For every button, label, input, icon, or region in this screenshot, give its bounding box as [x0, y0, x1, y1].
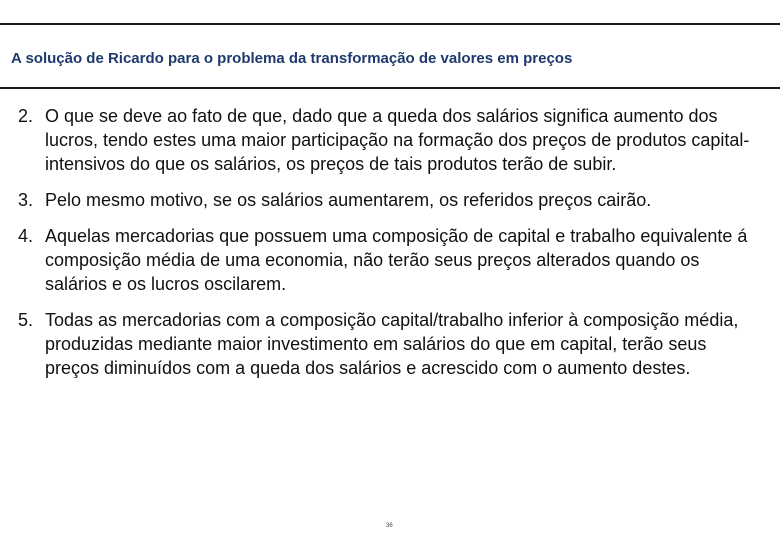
list-item [18, 308, 758, 380]
list-item-text: Todas as mercadorias com a composição capital/trabalho inferior à composição média, produzidas mediante maior investimento em salários do que em capital, terão seus preços diminuídos com a queda dos salários e acrescido com o aumento destes. [45, 310, 739, 378]
list-item-text: Aquelas mercadorias que possuem uma composição de capital e trabalho equivalente á composição média de uma economia, não terão seus preços alterados quando os salários e os lucros oscilarem. [45, 226, 748, 294]
list-item [18, 188, 758, 212]
list-item-text: O que se deve ao fato de que, dado que a queda dos salários significa aumento dos lucros, tendo estes uma maior participação na formação dos preços de produtos capital-intensivos do que os salários, os preços de tais produtos terão de subir. [45, 106, 750, 174]
list-item [18, 224, 758, 296]
top-divider [0, 23, 780, 25]
list-item-number: 5. [18, 310, 34, 330]
page-number: 36 [386, 523, 393, 529]
list-item-text: Pelo mesmo motivo, se os salários aumentarem, os referidos preços cairão. [45, 190, 652, 210]
title-divider [0, 87, 780, 89]
list-item-number: 3. [18, 190, 34, 210]
list-item [18, 104, 758, 176]
numbered-list [18, 104, 758, 392]
slide-title: A solução de Ricardo para o problema da transformação de valores em preços [11, 50, 573, 67]
list-item-number: 2. [18, 106, 34, 126]
list-item-number: 4. [18, 226, 34, 246]
